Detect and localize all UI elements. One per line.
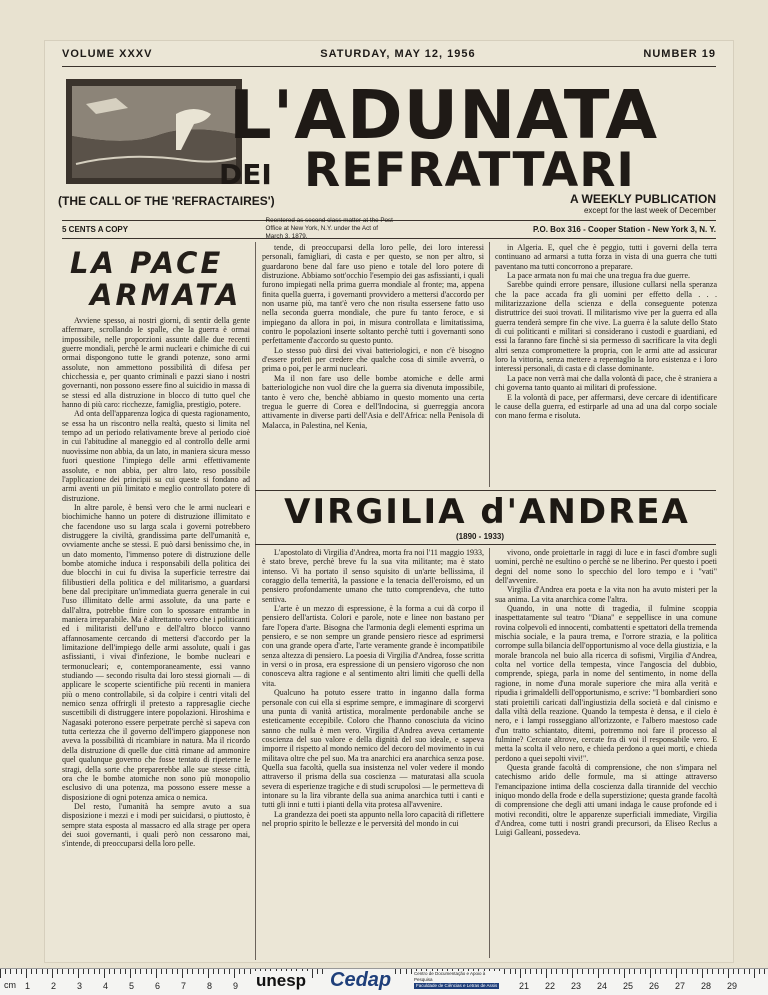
article-separator xyxy=(255,490,716,491)
ruler-tick xyxy=(764,969,765,974)
paragraph: Del resto, l'umanità ha sempre avuto a sua disposizione i mezzi e i modi per suicidarsi, o piuttosto, è sempre stata esposta al massacro ed alla strage per opera dei suoi governanti, i quali però non cessarono mai, s'intende, di preoccuparsi della loro pelle. xyxy=(62,801,250,849)
ruler-tick xyxy=(208,969,209,978)
masthead-title: L'ADUNATA xyxy=(229,76,659,154)
ruler-tick xyxy=(754,969,755,978)
ruler-tick xyxy=(130,969,131,978)
article-column-3 xyxy=(495,243,717,487)
ruler-tick xyxy=(322,969,323,974)
ruler-tick xyxy=(582,969,583,974)
paragraph: Ma il non fare uso delle bombe atomiche e delle armi batteriologiche non vuol dire che la guerra sia divenuta impossibile, tanto è vero che, benchè abbiamo in questo momento una certa tregua le guerre di Corea e dell'Indocina, si guerreggia ancora attivamente in diverse parti dell'Asia e dell'Africa: nella Penisola di Malacca, in Palestina, nel Kenia, xyxy=(262,373,484,430)
ruler-number: 26 xyxy=(649,981,660,991)
paragraph: tende, di preoccuparsi della loro pelle, dei loro interessi personali, famigliari, di casta e per questo, se non per altro, si guardarono bene dal fare uso pieno e totale del loro potere di distruzione. Abbiamo sott'occhio l'esempio dei gas asfissianti, i quali furono impiegati nella prima guerra mondiale al fronte; ma, appena finita quella guerra, i governanti provvidero a mettersi d'accordo per non usarne più, ma tant'è vero che non risulta essersene fatto uso nella seconda guerra mondiale, che pure fu tanto feroce, e si impiegano da allora in poi, in misura controllata e limitatissima, contro le popolazioni inserte soltanto perchè tutti i governanti sono perfettamente d'accordo su questo punto. xyxy=(262,243,484,346)
ruler-tick xyxy=(718,969,719,974)
ruler-tick xyxy=(551,969,552,974)
ruler-number: 6 xyxy=(155,981,161,991)
ruler-tick xyxy=(702,969,703,978)
masthead-subtitle: (THE CALL OF THE 'REFRACTAIRES') xyxy=(58,194,275,208)
ruler-tick xyxy=(109,969,110,974)
ruler-tick xyxy=(26,969,27,978)
ruler-tick xyxy=(21,969,22,974)
ruler-tick xyxy=(728,969,729,978)
paragraph: Questa grande facoltà di comprensione, che non s'impara nel catechismo arido delle formule, ma si attinge attraverso l'emancipazione intima della coscienza dalla tirannide del vecchio iniquo mondo della frode e della superstizione; questa grande facoltà di comprensione che degli atti umani indaga le cause profonde ed i motivi reconditi, oltre le apparenze superficiali immediate, Virgilia d'Andrea, come tutti i nostri grandi precursori, da Eliseo Reclus a Luigi Galleani, possedeva. xyxy=(495,762,717,838)
ruler-number: 28 xyxy=(701,981,712,991)
exception-note: except for the last week of December xyxy=(583,206,716,215)
ruler-tick xyxy=(198,969,199,974)
ruler-tick xyxy=(608,969,609,974)
ruler-tick xyxy=(572,969,573,978)
ruler-tick xyxy=(515,969,516,974)
ruler-tick xyxy=(312,969,313,978)
virgilia-dates: (1890 - 1933) xyxy=(456,532,505,541)
ruler-tick xyxy=(692,969,693,974)
ruler-tick xyxy=(562,969,563,974)
ruler-tick xyxy=(120,969,121,974)
ruler-number: 29 xyxy=(727,981,738,991)
ruler-tick xyxy=(733,969,734,974)
ruler-tick xyxy=(603,969,604,974)
article-column-2 xyxy=(262,243,484,487)
paragraph: La pace armata non fu mai che una tregua fra due guerre. xyxy=(507,271,691,281)
ruler-tick xyxy=(660,969,661,974)
ruler-tick xyxy=(62,969,63,974)
paragraph: Virgilia d'Andrea era poeta e la vita non ha avuto misteri per la sua anima. La vita anarchica come l'altra. xyxy=(495,585,717,604)
ruler-tick xyxy=(5,969,6,974)
ruler-tick xyxy=(250,969,251,974)
paragraph: vivono, onde proiettarle in raggi di luce e in fasci d'ombre sugli uomini, perchè ne esultino o perchè se ne liberino. Per questo i poeti degni del nome sono lo specchio del loro tempo e i "vati" dell'avvenire. xyxy=(495,548,717,586)
ruler-tick xyxy=(161,969,162,974)
ruler-tick xyxy=(10,969,11,974)
ruler-number: 9 xyxy=(233,981,239,991)
article-separator xyxy=(255,544,716,545)
ruler-tick xyxy=(244,969,245,974)
ruler-unit: cm xyxy=(4,980,16,990)
ruler-tick xyxy=(686,969,687,974)
ruler-tick xyxy=(0,969,1,978)
unesp-logo: unesp xyxy=(252,971,310,991)
ruler-tick xyxy=(36,969,37,974)
ruler-tick xyxy=(707,969,708,974)
cedap-line2: Faculdade de Ciências e Letras de Assis xyxy=(416,983,498,988)
ruler-tick xyxy=(530,969,531,974)
ruler-tick xyxy=(229,969,230,974)
info-bar xyxy=(62,217,716,240)
ruler-tick xyxy=(83,969,84,974)
issue-header xyxy=(62,48,716,64)
ruler-tick xyxy=(666,969,667,974)
headline-line1: LA PACE xyxy=(70,246,224,280)
ruler-tick xyxy=(738,969,739,974)
ruler-tick xyxy=(114,969,115,974)
masthead-dei: DEI xyxy=(219,158,272,191)
paragraph: Quando, in una notte di tragedia, il fulmine scoppia inaspettatamente sul teatro "Diana" e seppellisce in una comune rovina colpevoli ed innocenti, combattenti e spettatori della tremenda mischia sociale, e la paura trema, e l'orrore strazia, e la politica corrompe sulla bilancia dell'opportunismo al voce della giustizia, e la morale brancola nel buio alla ricerca di sofismi, Virgilia d'Andrea, colta nel vortice della tempesta, vince l'angoscia del dubbio, comprende, spiega, parla in nome del sentimento, in nome della ragione, in nome d'una morale superiore che mira alla verità e ripudia i grimaldelli dell'opportunismo, e scrive: "I bombardieri sono stati proiettili caricati dall'ingiustizia della società e dal cinismo e dalla viltà della reazione. Quando la tempesta è densa, e il cielo è nero, e i lampi rosseggiano all'orizzonte, e l'albero maestoso cade d'un tratto schiantato, ditemi, potremmo noi fare il processo al fulmine? Cercate altrove, cercate fra di voi il responsabile vero. E metta la scolta il velo nero, e chieda perdono a quei morti, e chieda perdono a quei sepolti vivi!". xyxy=(495,604,717,763)
cedap-caption xyxy=(414,971,504,989)
issue-number: NUMBER 19 xyxy=(643,48,716,60)
ruler-tick xyxy=(567,969,568,974)
ruler-tick xyxy=(712,969,713,974)
ruler-tick xyxy=(172,969,173,974)
ruler-tick xyxy=(640,969,641,974)
ruler-tick xyxy=(135,969,136,974)
ruler-tick xyxy=(504,969,505,974)
paragraph: in Algeria. E, quel che è peggio, tutti i governi della terra continuano ad armarsi a tutta forza in vista di una guerra che tutti paventano ma tutti concorrono a preparare. xyxy=(495,243,717,271)
ruler-tick xyxy=(749,969,750,974)
ruler-tick xyxy=(655,969,656,974)
ruler-tick xyxy=(166,969,167,974)
paragraph: Qualcuno ha potuto essere tratto in inganno dalla forma personale con cui ella si esprime sempre, e immaginare di scorgervi una punta di vanità artistica, moralmente perdonabile anche se esteticamente eccepibile. Coloro che l'hanno conosciuta da vicino sanno che nulla è men vero. Virgilia d'Andrea aveva certamente coscienza del suo valore e della dignità del suo ideale, e sapeva imporre il rispetto al mondo nemico del decoro del movimento in cui militava oltre che pel suo. Ma tra anarchici era anarchica senza pose. Quella sua facoltà, quella sua insistenza nel voler vedere il mondo attraverso il prisma della sua coscienza — maturatasi alla scuola severa di esperienze tragiche e di studi scrupolosi — le permetteva di intonare su la lira vibrante della sua anima anarchica tutti i canti e tutti gli inni e tutti i pianti della vita protesa all'avvenire. xyxy=(262,688,484,810)
ruler-number: 22 xyxy=(545,981,556,991)
info-rule-bottom xyxy=(62,238,716,239)
column-divider xyxy=(489,548,490,958)
paragraph: Avviene spesso, ai nostri giorni, di sentir della gente affermare, scrollando le spalle, che la guerra è ormai impossibile, nelle proporzioni assunte dalle due recenti guerre mondiali, perchè le armi nucleari e chimiche di cui ormai dispongono tutte le grandi potenze, sono armi assolute, non ammettono possibilità di difesa per chicchessia e, per quanto criminali e pazzi siano i nostri governanti, non possono essere fino al suicidio in massa di se stessi ed alla distruzione in blocco di tutto quel che hanno di più caro: ricchezze, famiglia, prestigio, potere. xyxy=(62,316,250,410)
cedap-line1: Centro de Documentação e Apoio à Pesquisa xyxy=(414,971,486,982)
ruler-tick xyxy=(224,969,225,974)
ruler-tick xyxy=(88,969,89,974)
ruler-number: 21 xyxy=(519,981,530,991)
ruler-number: 25 xyxy=(623,981,634,991)
postal-address: P.O. Box 316 - Cooper Station - New York 3, N. Y. xyxy=(532,224,716,234)
ruler-tick xyxy=(73,969,74,974)
ruler-number: 5 xyxy=(129,981,135,991)
ruler-tick xyxy=(650,969,651,978)
ruler-tick xyxy=(57,969,58,974)
price-label: 5 CENTS A COPY xyxy=(62,224,129,234)
ruler-tick xyxy=(78,969,79,978)
column-divider xyxy=(255,242,256,960)
cedap-logo: Cedap xyxy=(326,969,395,992)
ruler-tick xyxy=(541,969,542,974)
ruler-tick xyxy=(723,969,724,974)
ruler-tick xyxy=(47,969,48,974)
paragraph: Lo stesso può dirsi dei vivai batteriologici, e non c'è bisogno d'essere profeti per credere che qualche cosa di simile avverrà, o prima o poi, per le armi nucleari. xyxy=(262,345,484,374)
virgilia-column-2 xyxy=(495,548,717,958)
ruler-number: 8 xyxy=(207,981,213,991)
ruler-number: 4 xyxy=(103,981,109,991)
weekly-publication-label: A WEEKLY PUBLICATION xyxy=(569,192,716,206)
ruler-tick xyxy=(239,969,240,974)
ruler-tick xyxy=(42,969,43,974)
ruler-tick xyxy=(104,969,105,978)
column-divider xyxy=(489,242,490,487)
ruler-tick xyxy=(218,969,219,974)
ruler-tick xyxy=(697,969,698,974)
paragraph: E la volontà di pace, per affermarsi, deve cercare di identificare le cause della guerra, ed estirparle ad una ad una dal corpo sociale con mano ferma e risoluta. xyxy=(495,392,717,421)
paragraph: Ad onta dell'apparenza logica di questa ragionamento, se essa ha un riscontro nella realtà, questo si limita nel tempo ad un periodo relativamente breve al periodo cioè in cui l'abitudine al maneggio ed al controllo delle armi nuovissime non abbia, da un lato, in maniera sicura messo fuori questione l'impiego delle armi effettivamente assolute, e non abbia, per altro lato, reso possibile l'applicazione dei principii su cui queste si fondano ad armi aventi un più limitato e meglio controllato potere di distruzione. xyxy=(62,409,250,503)
ruler-tick xyxy=(94,969,95,974)
ruler-tick xyxy=(213,969,214,974)
ruler-tick xyxy=(577,969,578,974)
ruler-tick xyxy=(634,969,635,974)
ruler-tick xyxy=(588,969,589,974)
virgilia-column-1 xyxy=(262,548,484,958)
ruler-tick xyxy=(31,969,32,974)
mailing-note: Reentered as second class matter at the Post Office at New York, N.Y. under the Act of March 3, 1879. xyxy=(265,217,393,240)
paragraph: In altre parole, è bensì vero che le armi nucleari e biochimiche hanno un potere di distruzione illimitato e che facendone uso su larga scala i governi potrebbero distruggere la civiltà, grandissima parte dell'umanità e, ovviamente anche se stessi. E può darsi benissimo che, in un dato momento, l'immenso potere di distruzione delle bombe atomiche induca i responsabili della politica dei due blocchi in cui fu divisa la superficie terrestre dai filibustieri della politica e del militarismo, a guardarsi bene dal precipitare un'immediata guerra generale in cui l'uso illimitato delle armi assolute, da una parte e dall'altra, potrebbe finire con lo spossare entrambe in maniera irreparabile. Ma è altrettanto vero che i politicanti ed i militaristi dell'uno e dell'altro blocco vanno affannosamente cercando di mettersi d'accordo per la limitazione dell'impiego delle armi assolute, quali i gas asfissianti, i vivai d'infezione, le bombe nucleari e termonucleari; e, contemporaneamente, essi vanno studiando — secondo risulta dai loro stessi giornali — di applicare le scoperte scientifiche più recenti in maniera più o meno controllabile, sì da colpire i centri vitali del nemico senza offrirgli il pretesto a rappresaglie cieche suscettibili di distruggere intere popolazioni. Hiroshima e Nagasaki poterono essere perpetrate perchè si sapeva con tutta certezza che il governo dell'impero giapponese non aveva la possibilità di ricambiare in natura. Ma il ricordo della distruzione di quelle due città rimane ad ammonire quel qualunque governo che fosse tentato di ripeterne le stragi, della sorte che preparerebbe alle sue stesse città, ora che le bombe atomiche non sono più monopolio esclusivo di una potenza, ma possono essere messe a disposizione di ogni potenza amica o nemica. xyxy=(62,502,250,802)
ruler-tick xyxy=(645,969,646,974)
ruler-number: 24 xyxy=(597,981,608,991)
ruler-tick xyxy=(68,969,69,974)
ruler-tick xyxy=(525,969,526,974)
article-column-1 xyxy=(62,316,250,956)
ruler-tick xyxy=(140,969,141,974)
ruler-tick xyxy=(614,969,615,974)
ruler-number: 27 xyxy=(675,981,686,991)
paragraph: L'apostolato di Virgilia d'Andrea, morta fra noi l'11 maggio 1933, è stato breve, perchè breve fu la sua vita militante; ma è stato intenso. Vi ha portato il senso squisito di un'arte bellissima, il coraggio della temerità, la passione e la tenacia dell'eroismo, ed un pensiero profondamente umano che tutto comprendeva, che tutto sentiva. xyxy=(262,548,484,604)
ruler-tick xyxy=(676,969,677,978)
paragraph: L'arte è un mezzo di espressione, è la forma a cui dà corpo il pensiero dell'artista. Colori e parole, note e linee non bastano per fare l'opera d'arte. Bisogna che l'armonia degli elementi esprima un pensiero, e se non sempre un grande pensiero riesce ad esprimersi con una grande opera d'arte, l'arte veramente grande è incompatibile senza altezza di pensiero. La poesia di Virgilia d'Andrea, fosse scritta in versi o in prosa, era espressione di un pensiero vigoroso che non conosceva altra ragione e al sentimento altri limiti che quelli della vita. xyxy=(262,604,484,688)
ruler-tick xyxy=(16,969,17,974)
ruler-tick xyxy=(99,969,100,974)
ruler-tick xyxy=(395,969,396,974)
masthead-illustration xyxy=(66,74,242,189)
ruler-number: 3 xyxy=(77,981,83,991)
ruler-tick xyxy=(406,969,407,974)
ruler-number: 2 xyxy=(51,981,57,991)
ruler-tick xyxy=(510,969,511,974)
ruler-tick xyxy=(156,969,157,978)
ruler-number: 7 xyxy=(181,981,187,991)
issue-date: SATURDAY, MAY 12, 1956 xyxy=(320,48,476,60)
ruler-tick xyxy=(536,969,537,974)
headline-line2: ARMATA xyxy=(90,278,242,312)
ruler-tick xyxy=(411,969,412,974)
ruler-tick xyxy=(187,969,188,974)
ruler-tick xyxy=(546,969,547,978)
ruler-tick xyxy=(520,969,521,978)
ruler-tick xyxy=(151,969,152,974)
publication-frequency xyxy=(570,192,716,215)
ruler-tick xyxy=(598,969,599,978)
ruler-tick xyxy=(234,969,235,978)
ruler-tick xyxy=(744,969,745,974)
ruler-tick xyxy=(400,969,401,974)
newspaper-page xyxy=(44,40,734,963)
masthead-refrattari: REFRATTARI xyxy=(304,143,635,198)
virgilia-headline: VIRGILIA d'ANDREA xyxy=(284,492,690,532)
paragraph: Sarebbe quindi errore pensare, illusione cullarsi nella speranza che la pace accada fra gli uomini per effetto della . . . militarizzazione della scienza e della conseguente potenza distruttrice dei suoi trovati. Il militarismo vive per la guerra ed alla guerra tenderà sempre fin che vive. La guerra è la salute dello Stato di cui politicanti e militari si considerano i custodi e guardiani, ed essi la faranno fare finchè si sia permesso di sacrificare la vita degli altri senza compromettere la propria, con le armi atte ad assicurar loro la vittoria, senza mettere a repentaglio la loro esistenza e i loro interessi personali, di casta e di classe dominante. xyxy=(495,280,717,374)
ruler-tick xyxy=(146,969,147,974)
paragraph: La grandezza dei poeti sta appunto nella loro capacità di riflettere nel proprio spirito le bellezze e le perversità del mondo in cui xyxy=(262,809,484,828)
ruler-tick xyxy=(182,969,183,978)
ruler-tick xyxy=(125,969,126,974)
ruler-tick xyxy=(556,969,557,974)
ruler-tick xyxy=(203,969,204,974)
ruler-number: 1 xyxy=(25,981,31,991)
ruler-tick xyxy=(759,969,760,974)
paragraph: La pace non verrà mai che dalla volontà di pace, che è straniera a chi governa tanto quanto ai militari di professione. xyxy=(495,373,717,393)
ruler-tick xyxy=(681,969,682,974)
ruler-tick xyxy=(671,969,672,974)
ruler-tick xyxy=(317,969,318,974)
header-rule xyxy=(62,66,716,67)
volume-label: VOLUME XXXV xyxy=(62,48,153,60)
ruler-tick xyxy=(619,969,620,974)
ruler-number: 23 xyxy=(571,981,582,991)
ruler-tick xyxy=(192,969,193,974)
ruler-tick xyxy=(629,969,630,974)
ruler-tick xyxy=(593,969,594,974)
ruler-tick xyxy=(52,969,53,978)
ruler-tick xyxy=(624,969,625,978)
ruler-tick xyxy=(177,969,178,974)
